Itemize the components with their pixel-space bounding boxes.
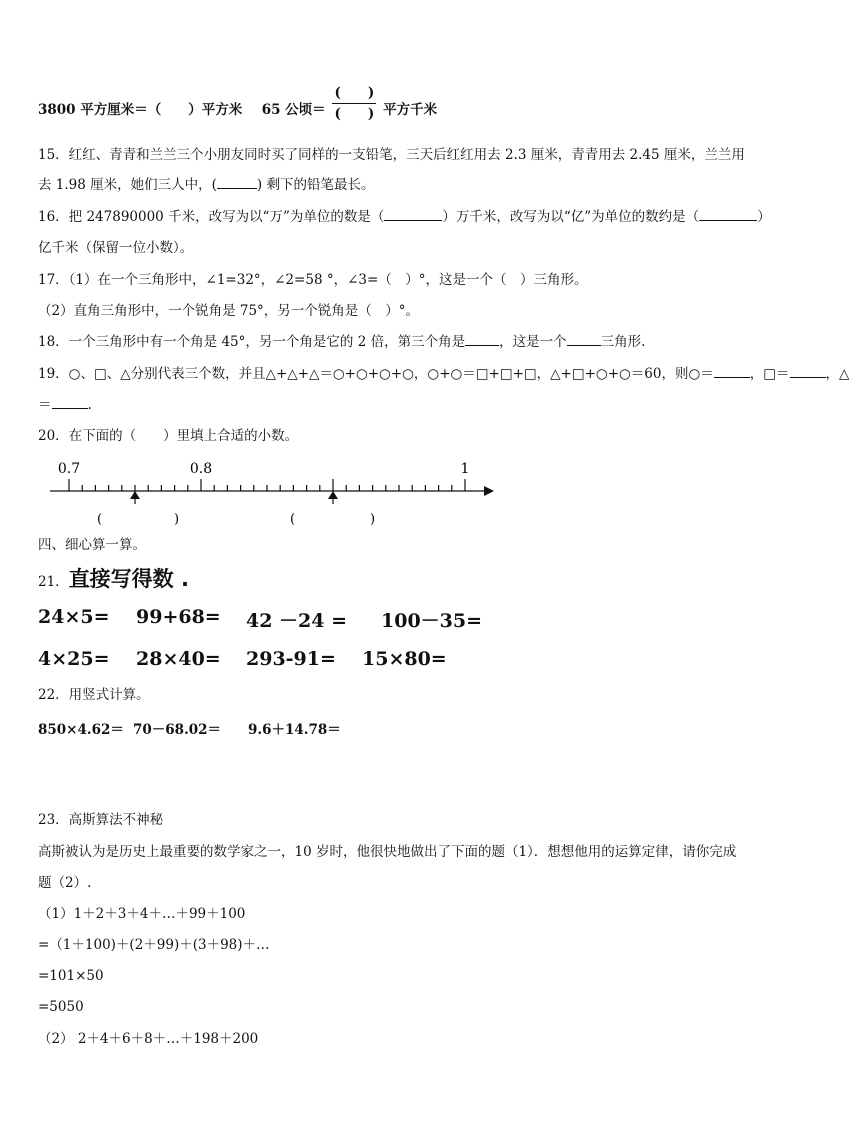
answer-blank[interactable] <box>567 333 601 346</box>
q16-line1 <box>38 208 771 226</box>
q23-step: =（1＋100)＋(2＋99)＋(3＋98)＋… <box>38 937 270 953</box>
answer-blank[interactable] <box>790 365 826 378</box>
q16-text-c: ） <box>757 209 771 225</box>
q15-line1: 15．红红、青青和兰兰三个小朋友同时买了同样的一支铅笔，三天后红红用去 2.3 厘米，青青用去 2.45 厘米，兰兰用 <box>38 147 745 163</box>
answer-paren-open[interactable]: ( <box>290 512 296 527</box>
q18-text-b: ，这是一个 <box>499 334 567 350</box>
q23-step: （1）1＋2＋3＋4＋…＋99＋100 <box>38 906 246 922</box>
q23-step: =5050 <box>38 999 84 1015</box>
q18-line <box>38 333 645 351</box>
q19-line2 <box>38 396 92 414</box>
q22-text: 22．用竖式计算。 <box>38 687 150 703</box>
fraction-numerator: ( ) <box>334 85 375 101</box>
q15-text-a: 去 1.98 厘米，她们三人中，( <box>38 177 217 193</box>
tick-label-0-8: 0.8 <box>189 461 213 477</box>
answer-blank[interactable] <box>714 365 750 378</box>
q17-line2: （2）直角三角形中，一个锐角是 75°，另一个锐角是（ ）°。 <box>38 303 420 319</box>
calc-item: 28×40= <box>136 648 221 670</box>
answer-paren-open[interactable]: ( <box>97 512 103 527</box>
vertical-calc-item: 70－68.02＝ <box>133 722 222 738</box>
vertical-calc-item: 850×4.62＝ <box>38 722 124 738</box>
q21-number: 21． <box>38 574 69 590</box>
answer-blank[interactable] <box>217 176 257 189</box>
calc-item: 42 －24 = <box>246 610 348 632</box>
answer-paren-close[interactable]: ) <box>174 512 180 527</box>
answer-paren-close[interactable]: ) <box>370 512 376 527</box>
q15-text-b: ) 剩下的铅笔最长。 <box>256 177 375 193</box>
calc-item: 100－35= <box>381 610 483 632</box>
calc-item: 99+68= <box>136 606 221 628</box>
number-line <box>0 455 794 535</box>
section-heading: 四、细心算一算。 <box>38 537 146 553</box>
fraction-denominator: ( ) <box>334 106 375 122</box>
arrow-marker-1 <box>130 491 140 504</box>
q21-heading: 直接写得数 <box>68 567 174 591</box>
q16-line2: 亿千米（保留一位小数）。 <box>38 240 194 256</box>
q23-para1: 高斯被认为是历史上最重要的数学家之一，10 岁时，他很快地做出了下面的题（1）．想想他用的运算定律，请你完成 <box>38 844 737 860</box>
q14-part1: 3800 平方厘米＝（ ）平方米 <box>38 102 243 118</box>
q23-step: （2） 2＋4＋6＋8＋…＋198＋200 <box>38 1031 259 1047</box>
q23-step: =101×50 <box>38 968 104 984</box>
q20-text: 20．在下面的（ ）里填上合适的小数。 <box>38 428 299 444</box>
q19-text-b: ，□＝ <box>749 366 790 382</box>
q23-para2: 题（2）. <box>38 875 92 891</box>
answer-blank[interactable] <box>52 396 88 409</box>
q21-heading-tail: . <box>173 567 189 591</box>
calc-item: 293-91= <box>246 648 336 670</box>
calc-item: 24×5= <box>38 606 110 628</box>
q17-line1: 17．（1）在一个三角形中，∠1=32°，∠2=58 °，∠3=（ ）°，这是一个（ ）三角形。 <box>38 272 588 288</box>
q14-fraction[interactable] <box>332 83 376 124</box>
q18-text-a: 18．一个三角形中有一个角是 45°，另一个角是它的 2 倍，第三个角是 <box>38 334 466 350</box>
axis-arrowhead <box>484 486 494 496</box>
tick-label-1: 1 <box>460 461 470 477</box>
q19-text-c: ，△ <box>825 366 849 382</box>
q16-text-a: 16．把 247890000 千米，改写为以“万”为单位的数是（ <box>38 209 385 225</box>
answer-blank[interactable] <box>699 208 757 221</box>
q16-text-b: ）万千米，改写为以“亿”为单位的数约是（ <box>442 209 700 225</box>
q14-part3: 平方千米 <box>383 102 438 118</box>
answer-blank[interactable] <box>384 208 442 221</box>
q23-title: 23．高斯算法不神秘 <box>38 812 164 828</box>
tick-label-0-7: 0.7 <box>57 461 81 477</box>
calc-item: 15×80= <box>362 648 447 670</box>
q21-title <box>38 563 189 593</box>
q19-line1 <box>38 365 849 383</box>
q14-line <box>38 85 438 124</box>
q15-line2 <box>38 176 374 194</box>
q19-text-a: 19．○、□、△分别代表三个数，并且△+△+△＝○+○+○+○，○+○＝□+□+□，△+□+○+○＝60，则○＝ <box>38 366 714 382</box>
q19-text-e: . <box>87 397 92 413</box>
arrow-marker-2 <box>328 491 338 504</box>
q14-part2: 65 公顷＝ <box>261 102 326 118</box>
calc-item: 4×25= <box>38 648 110 670</box>
q19-text-d: ＝ <box>38 397 52 413</box>
vertical-calc-item: 9.6＋14.78＝ <box>248 722 341 738</box>
q18-text-c: 三角形. <box>600 334 646 350</box>
answer-blank[interactable] <box>465 333 499 346</box>
